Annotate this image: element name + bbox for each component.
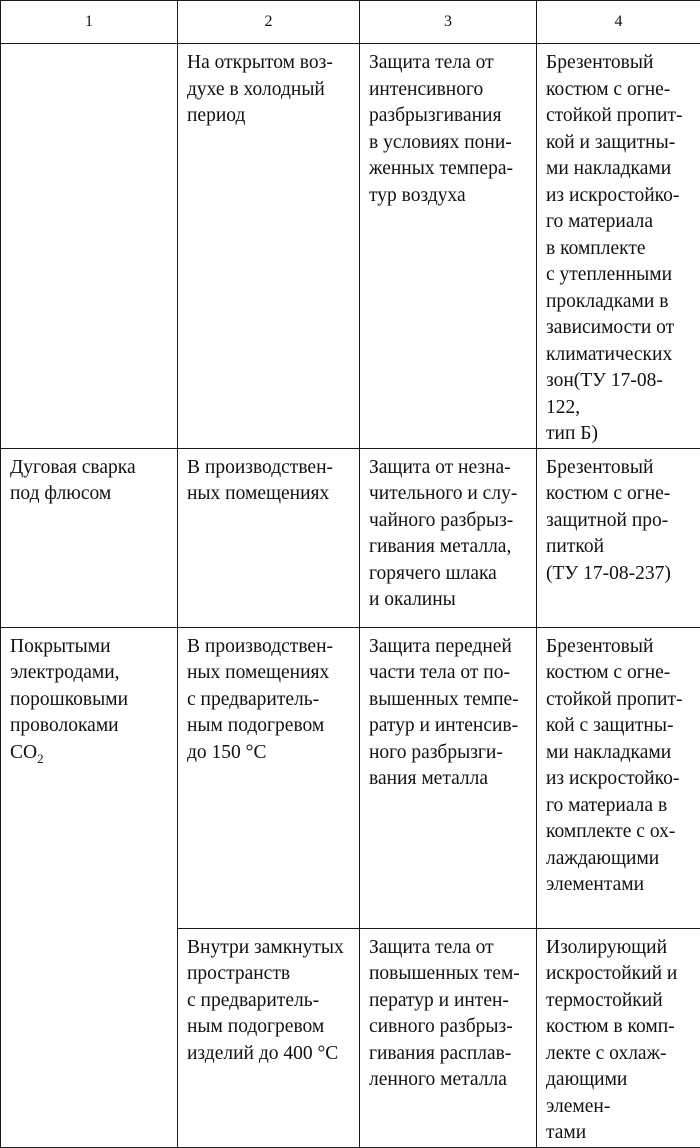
row1-protection: Защита тела от интенсивного разбрызгивания в условиях пони- женных темпера- тур воздуха bbox=[360, 44, 536, 209]
row1-col2-cell bbox=[178, 44, 360, 449]
row2-suit: Брезентовый костюм с огне- защитной про- питкой (ТУ 17-08-237) bbox=[537, 449, 700, 588]
row1-col4-cell bbox=[537, 44, 700, 449]
header-col-4: 4 bbox=[537, 1, 700, 44]
header-col-1: 1 bbox=[1, 1, 178, 44]
row3-col3-cell bbox=[360, 627, 537, 928]
row4-col4-cell bbox=[537, 928, 700, 1147]
row1-col1-text bbox=[1, 44, 177, 50]
row4-suit: Изолирующий искростойкий и термостойкий костюм в комп- лекте с охлаж- дающими элемен- тами bbox=[537, 929, 700, 1147]
row2-protection: Защита от незна- чительного и слу- чайного разбрыз- гивания металла, горячего шлака и окалины bbox=[360, 449, 536, 614]
table-row bbox=[1, 627, 700, 928]
row4-protection: Защита тела от повышенных тем- ператур и интен- сивного разбрыз- гивания расплав- ленного металла bbox=[360, 929, 536, 1094]
row3-protection: Защита передней части тела от по- вышенных темпе- ратур и интенсив- ного разбрызги- вания металла bbox=[360, 628, 536, 793]
row1-col1-cell bbox=[1, 44, 178, 449]
row2-col3-cell bbox=[360, 448, 537, 627]
row2-col2-cell bbox=[178, 448, 360, 627]
header-row bbox=[1, 1, 700, 44]
header-col-2: 2 bbox=[178, 1, 360, 44]
row3-conditions: В производствен- ных помещениях с предваритель- ным подогревом до 150 °С bbox=[178, 628, 359, 767]
row3-col4-cell bbox=[537, 627, 700, 928]
row2-col4-cell bbox=[537, 448, 700, 627]
row3-welding-type bbox=[1, 628, 177, 767]
row3-suit: Брезентовый костюм с огне- стойкой пропит- кой с защитны- ми накладками из искростойко- го материала в комплекте с ох- лаждающими элементами bbox=[537, 628, 700, 899]
header-col-3: 3 bbox=[360, 1, 537, 44]
row3-welding-type-text: Покрытыми электродами, порошковыми проволоками CO bbox=[10, 636, 128, 763]
row4-conditions: Внутри замкнутых пространств с предваритель- ным подогревом изделий до 400 °С bbox=[178, 929, 359, 1068]
row4-col2-cell bbox=[178, 928, 360, 1147]
row2-welding-type: Дуговая сварка под флюсом bbox=[1, 449, 177, 508]
row2-conditions: В производствен- ных помещениях bbox=[178, 449, 359, 508]
row4-col3-cell bbox=[360, 928, 537, 1147]
row3-col2-cell bbox=[178, 627, 360, 928]
row2-col1-cell bbox=[1, 448, 178, 627]
row1-col3-cell bbox=[360, 44, 537, 449]
row1-suit: Брезентовый костюм с огне- стойкой пропит- кой и защитны- ми накладками из искростойко- го материала в комплекте с утепленными прокладками в зависимости от климатических зон(ТУ 17-08-122, тип Б) bbox=[537, 44, 700, 448]
table-row bbox=[1, 44, 700, 449]
table-row bbox=[1, 448, 700, 627]
row3-col1-cell bbox=[1, 627, 178, 1147]
co2-subscript: 2 bbox=[37, 750, 44, 765]
row1-conditions: На открытом воз- духе в холодный период bbox=[178, 44, 359, 130]
